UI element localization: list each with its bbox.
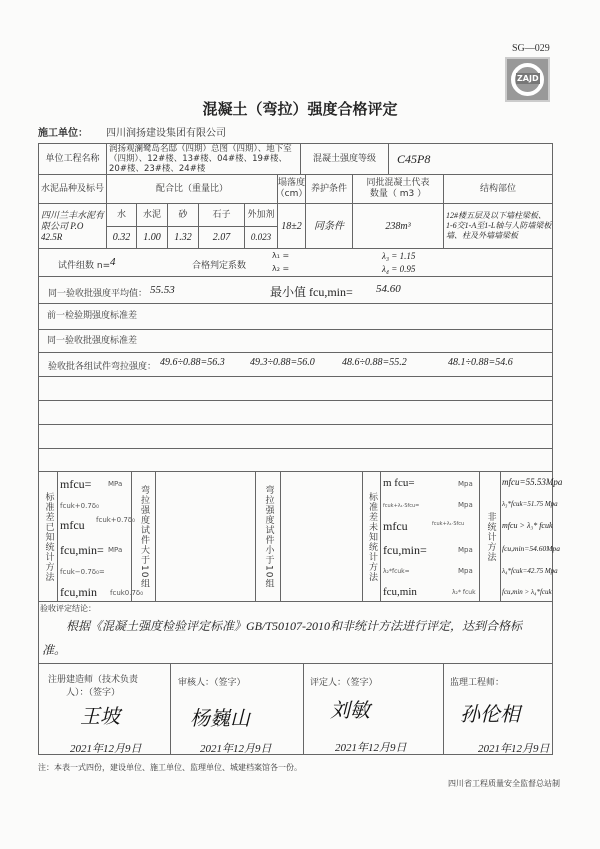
slump-value: 18±2 <box>277 203 306 249</box>
unknown-std-label: 标准差未知统计方法 <box>362 471 381 602</box>
group-strength: 49.6÷0.88=56.3 <box>160 357 225 368</box>
page-title: 混凝土（弯拉）强度合格评定 <box>202 100 398 118</box>
sign-date: 2021年12月9日 <box>478 743 550 755</box>
nonstat-formula: λ₃*fcuk=51.75 Mpa <box>502 500 558 508</box>
curing-label: 养护条件 <box>305 174 353 204</box>
grade-label: 混凝土强度等级 <box>300 143 389 175</box>
lambda3: λ₃ = 1.15 <box>382 251 416 261</box>
contractor: 四川润扬建设集团有限公司 <box>106 128 226 139</box>
unknown-formula: fcuk+λ₁·Sfcu= <box>383 503 420 509</box>
unknown-unit: Mpa <box>458 501 473 509</box>
structure-label: 结构部位 <box>443 174 553 204</box>
nonstat-formula: mfcu > λ₃* fcuk <box>502 521 553 530</box>
volume-value: 238m³ <box>352 203 444 249</box>
mix-header-cement: 水泥 <box>136 203 168 227</box>
signature: 杨巍山 <box>190 708 250 730</box>
mix-value-water: 0.32 <box>106 226 137 249</box>
group-strength: 48.1÷0.88=54.6 <box>448 357 513 368</box>
known-unit: MPa <box>108 480 123 488</box>
signer-label: 注册建造师（技术负责人）：（签字） <box>47 675 138 698</box>
blank-row <box>38 424 553 449</box>
unknown-unit: Mpa <box>458 546 473 554</box>
mix-header-additive: 外加剂 <box>244 203 278 227</box>
mix-value-cement: 1.00 <box>136 226 168 249</box>
known-std-label: 标准差已知统计方法 <box>38 471 58 602</box>
project-label: 单位工程名称 <box>38 143 107 175</box>
mix-header-stone: 石子 <box>198 203 245 227</box>
gt10-label: 弯拉强度试件大于10组 <box>131 471 156 602</box>
unknown-formula: mfcu <box>383 519 408 533</box>
slump-label: 塌落度（cm） <box>277 174 306 204</box>
form-code: SG—029 <box>512 43 550 54</box>
sign-date: 2021年12月9日 <box>70 743 142 755</box>
known-formula: fcu,min= <box>60 543 104 557</box>
known-formula: fcuk0.7δ₀ <box>110 589 144 597</box>
unknown-formula: fcu,min <box>383 586 417 598</box>
lambda2: λ₂ = <box>272 264 290 273</box>
unknown-formula: λ₂*fcuk= <box>383 568 410 575</box>
sign-date: 2021年12月9日 <box>200 743 272 755</box>
unknown-unit: Mpa <box>458 480 473 488</box>
nonstat-formula: fcu,min=54.60Mpa <box>502 544 560 553</box>
blank-row <box>38 400 553 425</box>
mean-value: 55.53 <box>150 284 175 296</box>
coef-label: 合格判定系数 <box>192 261 247 271</box>
curing-value: 同条件 <box>305 203 353 249</box>
mix-header-water: 水 <box>106 203 137 227</box>
signature: 王坡 <box>80 706 120 728</box>
sign-date: 2021年12月9日 <box>335 742 407 754</box>
volume-label: 同批混凝土代表数量（ m3 ） <box>352 174 444 204</box>
mix-value-sand: 1.32 <box>167 226 199 249</box>
mix-header-sand: 砂 <box>167 203 199 227</box>
groups-label: 试件组数 n= <box>58 261 111 271</box>
signer-label: 评定人：（签字） <box>310 678 378 688</box>
mix-value-additive: 0.023 <box>244 226 278 249</box>
known-formula: fcu,min <box>60 585 97 599</box>
blank-row <box>38 448 553 472</box>
groups-value: 4 <box>110 256 116 268</box>
blank-cell <box>155 471 256 602</box>
blank-row <box>38 376 553 401</box>
signature: 刘敏 <box>330 700 370 722</box>
min-label: 最小值 fcu,min= <box>270 285 353 299</box>
known-formula: mfcu= <box>60 477 92 491</box>
project-name: 润扬观澜鹭岛名邸（四期）总图（四期）、地下室（四期）、12#楼、13#楼、04#楼、19#楼、20#楼、23#楼、24#楼 <box>106 143 301 175</box>
unknown-formulas <box>380 471 480 602</box>
nonstat-formula: λ₄*fcuk=42.75 Mpa <box>502 567 558 575</box>
nonstat-formula: fcu,min > λ₄*fcuk <box>502 588 552 596</box>
unknown-unit: Mpa <box>458 567 473 575</box>
min-value: 54.60 <box>376 283 401 295</box>
footnote: 注：本表一式四份，建设单位、施工单位、监理单位、城建档案馆各一份。 <box>38 763 302 772</box>
cement-label: 水泥品种及标号 <box>38 174 107 204</box>
known-formula: fcuk+0.7δ₀ <box>96 516 135 524</box>
prev-std-row: 前一检验期强度标准差 <box>38 303 553 330</box>
issuer: 四川省工程质量安全监督总站制 <box>448 779 560 788</box>
known-formula: fcuk−0.7δ₀= <box>60 568 105 576</box>
cement-value: 四川兰丰水泥有限公司 P.O 42.5R <box>38 203 107 249</box>
std-row: 同一验收批强度标准差 <box>38 329 553 353</box>
known-formula: mfcu <box>60 518 85 532</box>
nonstat-formulas <box>500 471 553 602</box>
unknown-formula: fcuk+λ₁·Sfcu <box>432 521 465 527</box>
mix-label: 配合比（重量比） <box>106 174 278 204</box>
known-formula: fcuk+0.7δ₀ <box>60 502 99 510</box>
group-strength: 48.6÷0.88=55.2 <box>342 357 407 368</box>
mix-value-stone: 2.07 <box>198 226 245 249</box>
signer-label: 监理工程师： <box>450 678 505 688</box>
signer-label: 审核人：（签字） <box>178 678 246 688</box>
unknown-formula: λ₂* fcuk <box>452 589 476 596</box>
lambda1: λ₁ = <box>272 251 290 260</box>
conclusion-text: 根据《混凝土强度检验评定标准》GB/T50107-2010和非统计方法进行评定，达到合格标准。 <box>42 619 523 657</box>
blank-cell <box>280 471 363 602</box>
signature: 孙伦相 <box>460 704 520 726</box>
lt10-label: 弯拉强度试件小于10组 <box>255 471 281 602</box>
strengths-label: 验收批各组试件弯拉强度： <box>48 362 157 372</box>
mean-label: 同一验收批强度平均值： <box>48 289 148 299</box>
contractor-label: 施工单位： <box>38 128 88 139</box>
unknown-formula: fcu,min= <box>383 543 427 557</box>
conclusion-label: 验收评定结论： <box>40 604 96 613</box>
group-strength: 49.3÷0.88=56.0 <box>250 357 315 368</box>
lambda4: λ₄ = 0.95 <box>382 264 416 274</box>
known-unit: MPa <box>108 546 123 554</box>
unknown-formula: m fcu= <box>383 477 415 489</box>
nonstat-label: 非统计方法 <box>479 471 501 602</box>
grade-value: C45P8 <box>388 143 553 175</box>
zajd-logo: ZAJD <box>505 57 550 102</box>
structure-value: 12#楼五层及以下墙柱梁板、1-6交1-A至1-L轴与人防墙梁板墙、柱及外墙墙梁板 <box>443 203 553 249</box>
nonstat-formula: mfcu=55.53Mpa <box>502 477 563 487</box>
